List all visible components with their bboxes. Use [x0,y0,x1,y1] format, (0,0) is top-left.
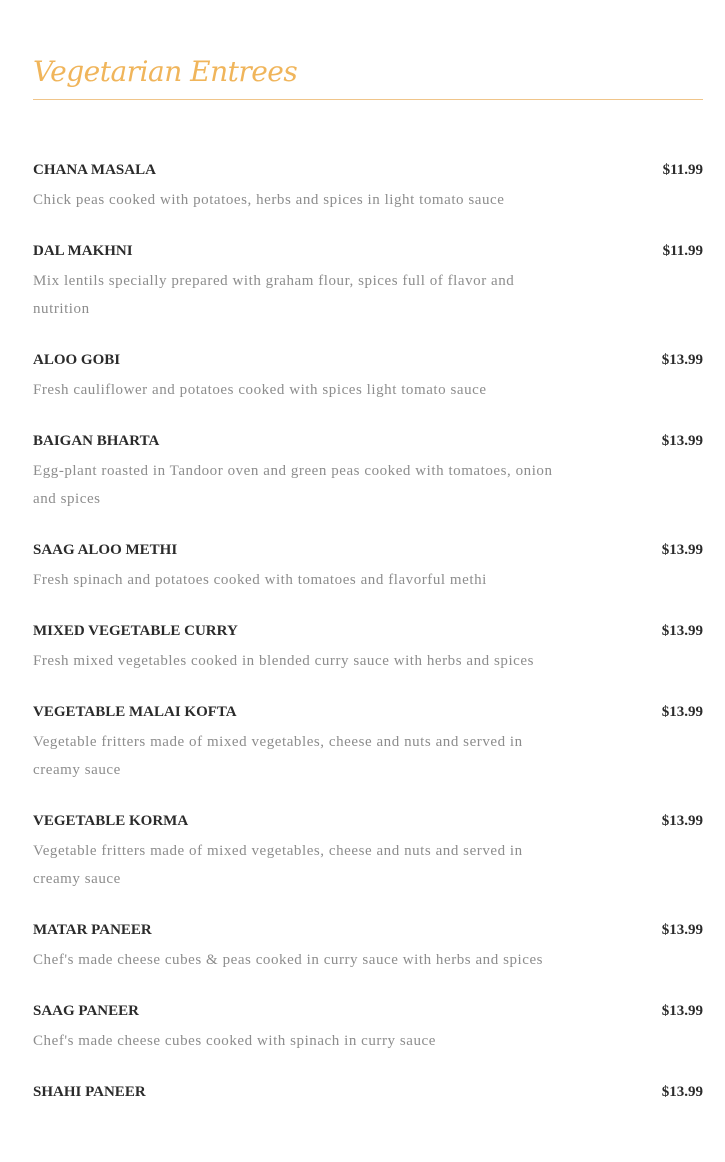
item-price: $11.99 [662,243,703,259]
item-price: $13.99 [661,1003,703,1019]
item-name: VEGETABLE KORMA [33,813,189,829]
item-description: Fresh spinach and potatoes cooked with tomatoes and flavorful methi [33,572,487,588]
item-name: VEGETABLE MALAI KOFTA [33,704,237,720]
item-name: MIXED VEGETABLE CURRY [33,623,238,639]
item-description: Vegetable fritters made of mixed vegetables, cheese and nuts and served in creamy sauce [33,734,523,778]
menu-item [33,239,703,348]
menu-item [33,619,703,700]
item-price: $13.99 [661,813,703,829]
item-name: CHANA MASALA [33,162,156,178]
menu-item [33,918,703,999]
item-name: SAAG PANEER [33,1003,139,1019]
item-description: Egg-plant roasted in Tandoor oven and green peas cooked with tomatoes, onion and spices [33,463,553,507]
menu-item [33,348,703,429]
item-description: Mix lentils specially prepared with graham flour, spices full of flavor and nutrition [33,273,515,317]
menu-item [33,429,703,538]
menu-item [33,158,703,239]
menu-item [33,700,703,809]
item-price: $13.99 [661,704,703,720]
item-price: $11.99 [662,162,703,178]
item-description: Chick peas cooked with potatoes, herbs and spices in light tomato sauce [33,192,505,208]
item-price: $13.99 [661,623,703,639]
item-description: Fresh mixed vegetables cooked in blended curry sauce with herbs and spices [33,653,534,669]
item-name: SHAHI PANEER [33,1084,146,1100]
menu-item [33,809,703,918]
item-price: $13.99 [661,922,703,938]
item-price: $13.99 [661,1084,703,1100]
item-name: ALOO GOBI [33,352,121,368]
item-description: Fresh cauliflower and potatoes cooked with spices light tomato sauce [33,382,487,398]
item-price: $13.99 [661,352,703,368]
section-divider [33,99,703,100]
item-price: $13.99 [661,542,703,558]
menu-item [33,1080,703,1129]
item-name: BAIGAN BHARTA [33,433,160,449]
item-description: Vegetable fritters made of mixed vegetables, cheese and nuts and served in creamy sauce [33,843,523,887]
item-price: $13.99 [661,433,703,449]
menu-item [33,538,703,619]
item-description: Chef's made cheese cubes & peas cooked in curry sauce with herbs and spices [33,952,544,968]
item-name: SAAG ALOO METHI [33,542,178,558]
item-description: Chef's made cheese cubes cooked with spinach in curry sauce [33,1033,436,1049]
section-title: Vegetarian Entrees [33,55,298,88]
menu-item [33,999,703,1080]
item-name: MATAR PANEER [33,922,152,938]
menu-item-list [33,158,703,1129]
item-name: DAL MAKHNI [33,243,133,259]
